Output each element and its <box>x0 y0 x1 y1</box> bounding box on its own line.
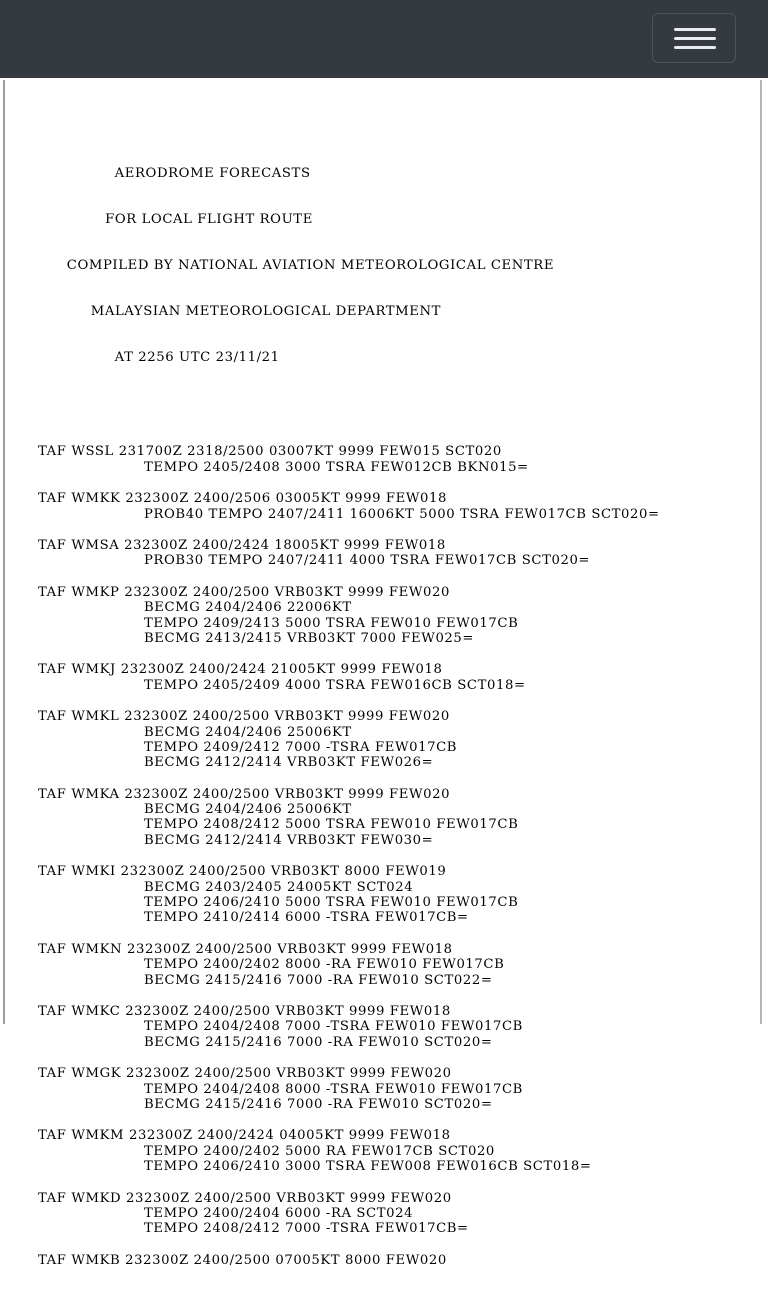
taf-line: TEMPO 2408/2412 7000 -TSRA FEW017CB= <box>144 1221 469 1237</box>
taf-entry <box>38 1004 660 1050</box>
taf-line: 232300Z 2400/2500 VRB03KT 9999 FEW020 <box>124 786 451 802</box>
menu-bar-top <box>674 28 716 31</box>
taf-line: TEMPO 2405/2409 4000 TSRA FEW016CB SCT018= <box>144 677 526 693</box>
forecast-content <box>3 80 762 1268</box>
taf-entry <box>38 942 660 988</box>
taf-line: BECMG 2415/2416 7000 -RA FEW010 SCT020= <box>144 1096 493 1112</box>
taf-entry <box>38 538 660 569</box>
taf-line: 232300Z 2400/2500 VRB03KT 8000 FEW019 <box>120 864 447 880</box>
taf-entry <box>38 1128 660 1174</box>
taf-line: 232300Z 2400/2500 VRB03KT 9999 FEW018 <box>125 1004 451 1019</box>
taf-station: TAF WMKM <box>38 1128 125 1144</box>
taf-list <box>38 444 660 1268</box>
heading-line-1: AERODROME FORECASTS <box>38 165 311 181</box>
taf-entry <box>38 709 660 771</box>
taf-entry <box>38 585 660 647</box>
taf-first-line <box>38 1253 660 1268</box>
taf-line: 232300Z 2400/2500 VRB03KT 9999 FEW020 <box>126 1190 452 1206</box>
taf-line: TEMPO 2408/2412 5000 TSRA FEW010 FEW017CB <box>144 817 519 833</box>
taf-line: TEMPO 2406/2410 5000 TSRA FEW010 FEW017CB <box>144 895 519 911</box>
taf-first-line <box>38 491 660 506</box>
taf-line: 232300Z 2400/2500 VRB03KT 9999 FEW020 <box>125 1066 452 1082</box>
taf-station: TAF WMKP <box>38 584 120 600</box>
taf-line: TEMPO 2404/2408 7000 -TSRA FEW010 FEW017CB <box>144 1019 523 1035</box>
menu-bar-middle <box>674 37 716 40</box>
heading-line-4: MALAYSIAN METEOROLOGICAL DEPARTMENT <box>38 304 442 320</box>
taf-line: 232300Z 2400/2500 VRB03KT 9999 FEW018 <box>127 941 453 957</box>
taf-first-line <box>38 942 660 957</box>
taf-station: TAF WMKL <box>38 709 120 725</box>
taf-first-line <box>38 709 660 724</box>
taf-first-line <box>38 1004 660 1019</box>
taf-entry <box>38 1253 660 1268</box>
taf-station: TAF WMKI <box>38 864 116 880</box>
taf-entry <box>38 491 660 522</box>
taf-line: BECMG 2412/2414 VRB03KT FEW030= <box>144 832 434 848</box>
taf-line: BECMG 2403/2405 24005KT SCT024 <box>144 879 414 895</box>
taf-line: PROB40 TEMPO 2407/2411 16006KT 5000 TSRA FEW017CB SCT020= <box>144 506 660 522</box>
taf-line: 232300Z 2400/2424 04005KT 9999 FEW018 <box>128 1128 451 1144</box>
taf-first-line <box>38 662 660 677</box>
taf-entry <box>38 662 660 693</box>
hamburger-menu-icon[interactable] <box>652 13 736 63</box>
taf-line: BECMG 2413/2415 VRB03KT 7000 FEW025= <box>144 630 475 646</box>
taf-station: TAF WMKB <box>38 1252 121 1268</box>
taf-first-line <box>38 538 660 553</box>
taf-station: TAF WMKN <box>38 941 123 957</box>
heading-line-5: AT 2256 UTC 23/11/21 <box>38 350 280 366</box>
taf-station: TAF WMKD <box>38 1190 122 1206</box>
taf-entry <box>38 787 660 849</box>
taf-line: 231700Z 2318/2500 03007KT 9999 FEW015 SCT020 <box>118 444 502 460</box>
taf-first-line <box>38 1066 660 1081</box>
taf-entry <box>38 1066 660 1112</box>
taf-line: 232300Z 2400/2506 03005KT 9999 FEW018 <box>125 491 448 507</box>
taf-line: 232300Z 2400/2424 21005KT 9999 FEW018 <box>120 662 443 678</box>
taf-line: BECMG 2404/2406 25006KT <box>144 724 352 740</box>
taf-line: 232300Z 2400/2500 07005KT 8000 FEW020 <box>125 1252 447 1268</box>
taf-line: BECMG 2404/2406 22006KT <box>144 600 352 616</box>
taf-line: TEMPO 2400/2402 8000 -RA FEW010 FEW017CB <box>144 957 505 973</box>
taf-report <box>38 104 660 1299</box>
taf-station: TAF WMKJ <box>38 662 116 678</box>
taf-line: TEMPO 2400/2402 5000 RA FEW017CB SCT020 <box>144 1143 495 1159</box>
taf-line: TEMPO 2409/2412 7000 -TSRA FEW017CB <box>144 739 458 755</box>
taf-line: BECMG 2412/2414 VRB03KT FEW026= <box>144 755 434 771</box>
taf-line: 232300Z 2400/2500 VRB03KT 9999 FEW020 <box>124 584 451 600</box>
top-navbar <box>0 0 768 78</box>
taf-station: TAF WSSL <box>38 444 114 460</box>
taf-entry <box>38 1191 660 1237</box>
taf-line: 232300Z 2400/2500 VRB03KT 9999 FEW020 <box>124 709 450 725</box>
menu-bar-bottom <box>674 46 716 49</box>
taf-first-line <box>38 1191 660 1206</box>
taf-line: 232300Z 2400/2424 18005KT 9999 FEW018 <box>124 538 446 554</box>
taf-first-line <box>38 444 660 459</box>
taf-line: TEMPO 2400/2404 6000 -RA SCT024 <box>144 1205 414 1221</box>
taf-line: BECMG 2415/2416 7000 -RA FEW010 SCT022= <box>144 972 493 988</box>
taf-station: TAF WMKA <box>38 786 120 802</box>
taf-station: TAF WMGK <box>38 1066 122 1082</box>
report-heading <box>38 135 660 397</box>
taf-line: BECMG 2415/2416 7000 -RA FEW010 SCT020= <box>144 1034 493 1050</box>
taf-entry <box>38 864 660 926</box>
taf-entry <box>38 444 660 475</box>
taf-station: TAF WMKK <box>38 491 121 507</box>
taf-line: BECMG 2404/2406 25006KT <box>144 802 352 818</box>
taf-station: TAF WMSA <box>38 538 120 554</box>
taf-first-line <box>38 585 660 600</box>
taf-line: TEMPO 2406/2410 3000 TSRA FEW008 FEW016CB SCT018= <box>144 1159 592 1175</box>
taf-line: TEMPO 2409/2413 5000 TSRA FEW010 FEW017CB <box>144 615 519 631</box>
taf-first-line <box>38 1128 660 1143</box>
taf-first-line <box>38 787 660 802</box>
taf-line: TEMPO 2410/2414 6000 -TSRA FEW017CB= <box>144 910 469 926</box>
taf-first-line <box>38 864 660 879</box>
taf-line: TEMPO 2404/2408 8000 -TSRA FEW010 FEW017CB <box>144 1081 523 1097</box>
heading-line-3: COMPILED BY NATIONAL AVIATION METEOROLOGICAL CENTRE <box>38 258 555 274</box>
taf-line: PROB30 TEMPO 2407/2411 4000 TSRA FEW017CB SCT020= <box>144 553 591 569</box>
taf-line: TEMPO 2405/2408 3000 TSRA FEW012CB BKN015= <box>144 459 529 475</box>
taf-station: TAF WMKC <box>38 1004 121 1019</box>
heading-line-2: FOR LOCAL FLIGHT ROUTE <box>38 211 313 227</box>
